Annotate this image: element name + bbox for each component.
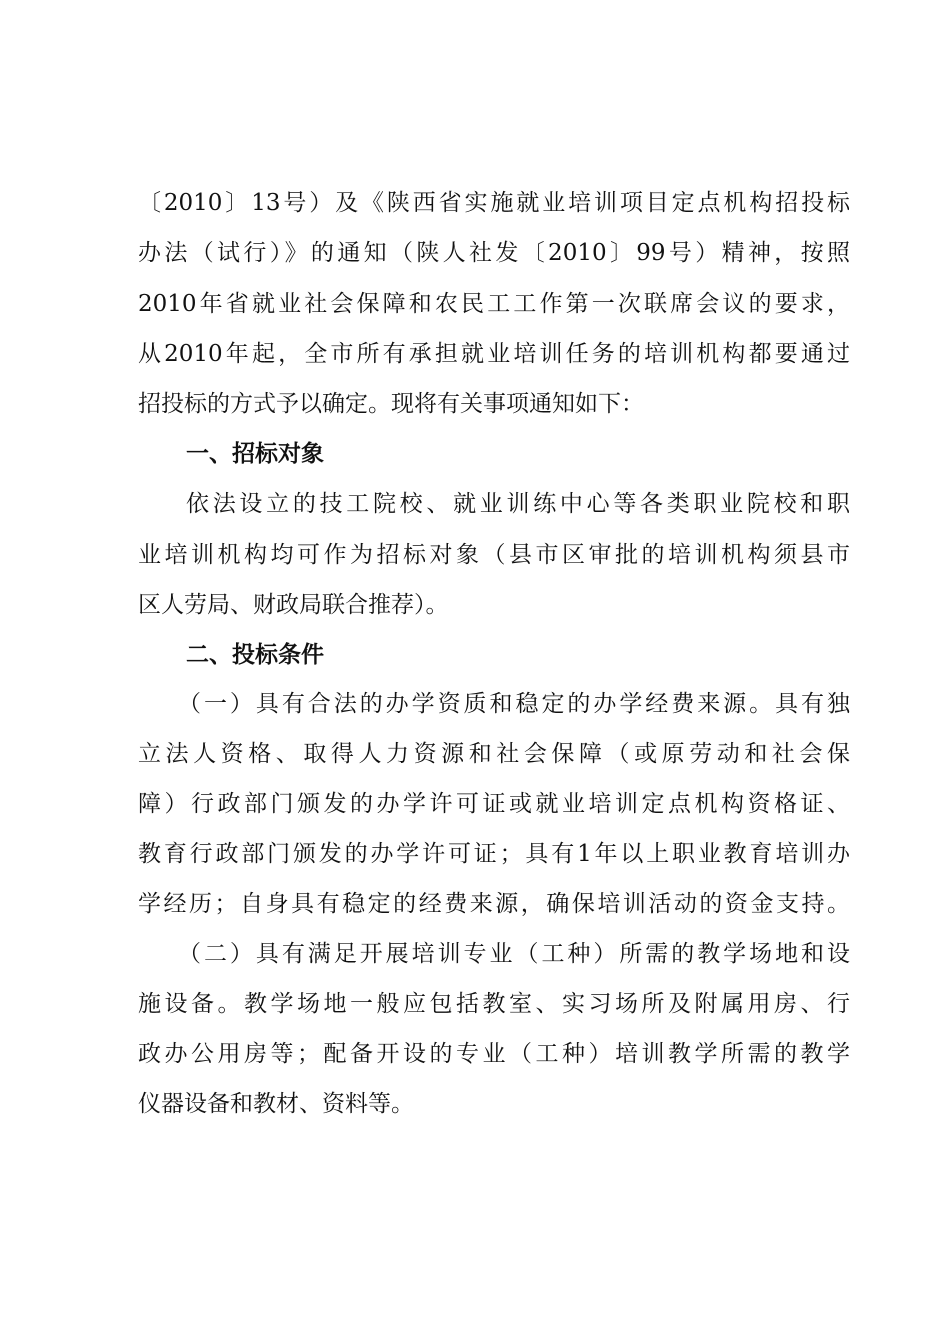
intro-line-5: 招投标的方式予以确定。现将有关事项通知如下：: [138, 391, 644, 417]
section1-line-3: 区人劳局、财政局联合推荐）。: [138, 592, 449, 618]
section2-item1-line-1: （一）具有合法的办学资质和稳定的办学经费来源。具有独: [178, 691, 850, 717]
section-heading-2: 二、投标条件: [186, 642, 324, 668]
intro-line-2: 办法（试行）》的通知（陕人社发〔2010〕99号）精神，按照: [138, 240, 850, 266]
section1-line-2: 业培训机构均可作为招标对象（县市区审批的培训机构须县市: [138, 542, 850, 568]
intro-line-1: 〔2010〕13号）及《陕西省实施就业培训项目定点机构招投标: [138, 190, 850, 216]
section2-item1-line-3: 障）行政部门颁发的办学许可证或就业培训定点机构资格证、: [138, 791, 850, 817]
section2-item1-line-2: 立法人资格、取得人力资源和社会保障（或原劳动和社会保: [138, 741, 850, 767]
section1-line-1: 依法设立的技工院校、就业训练中心等各类职业院校和职: [186, 491, 850, 517]
section2-item2-line-3: 政办公用房等；配备开设的专业（工种）培训教学所需的教学: [138, 1041, 850, 1067]
intro-line-3: 2010年省就业社会保障和农民工工作第一次联席会议的要求，: [138, 291, 850, 317]
section2-item1-line-5: 学经历；自身具有稳定的经费来源，确保培训活动的资金支持。: [138, 891, 850, 917]
section-heading-1: 一、招标对象: [186, 441, 324, 467]
section2-item2-line-1: （二）具有满足开展培训专业（工种）所需的教学场地和设: [178, 941, 850, 967]
section2-item2-line-4: 仪器设备和教材、资料等。: [138, 1091, 414, 1117]
section2-item2-line-2: 施设备。教学场地一般应包括教室、实习场所及附属用房、行: [138, 991, 850, 1017]
section2-item1-line-4: 教育行政部门颁发的办学许可证；具有1年以上职业教育培训办: [138, 841, 850, 867]
intro-line-4: 从2010年起，全市所有承担就业培训任务的培训机构都要通过: [138, 341, 850, 367]
